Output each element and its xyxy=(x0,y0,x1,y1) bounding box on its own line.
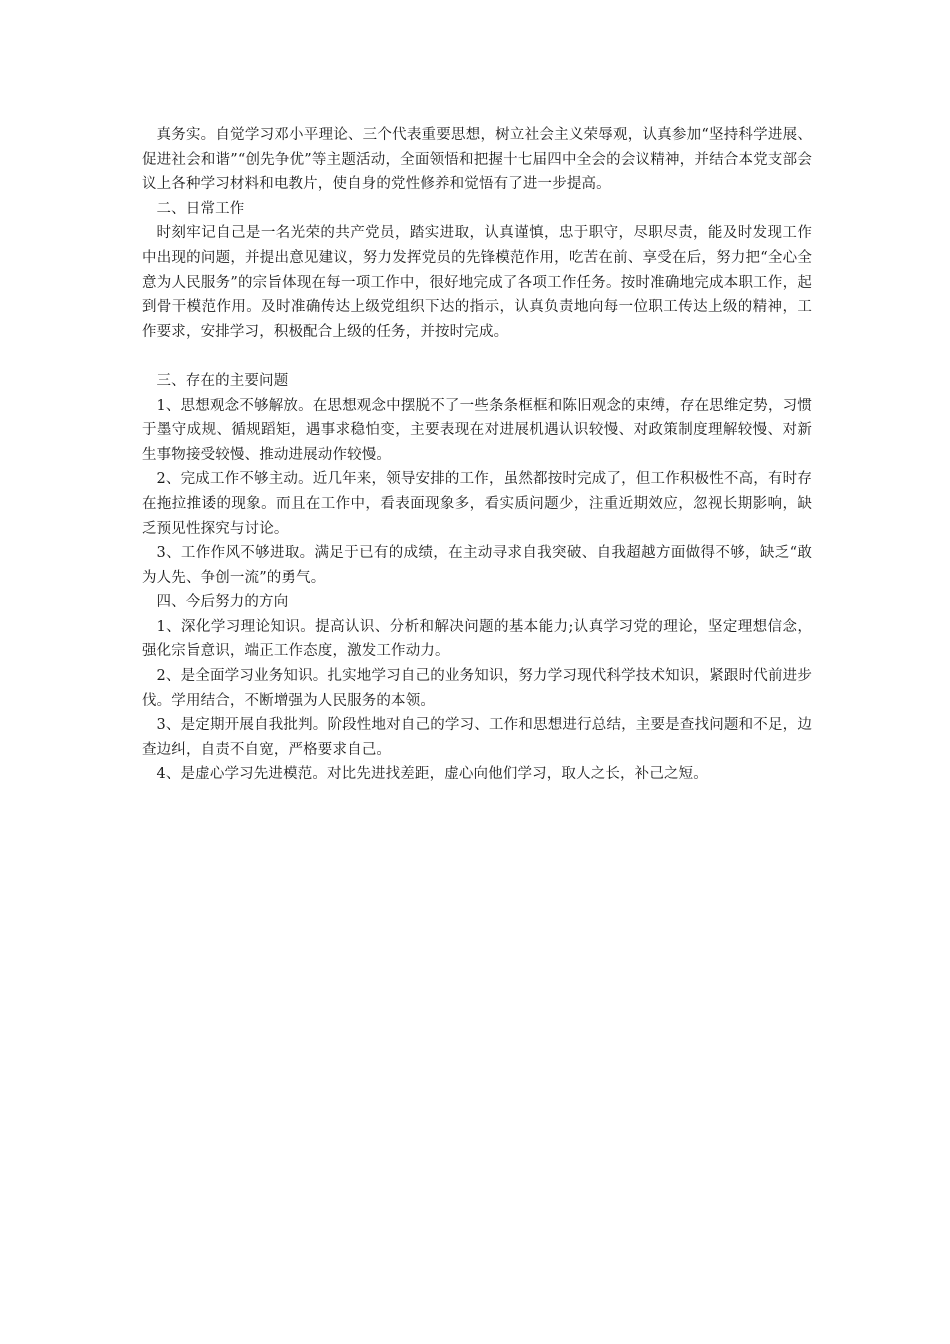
section-heading-main-problems: 三、存在的主要问题 xyxy=(156,372,289,389)
direction-item: 3、是定期开展自我批判。阶段性地对自己的学习、工作和思想进行总结，主要是查找问题和不足，边查边纠，自责不自宽，严格要求自己。 xyxy=(142,717,812,758)
direction-item: 1、深化学习理论知识。提高认识、分析和解决问题的基本能力;认真学习党的理论，坚定理想信念，强化宗旨意识，端正工作态度，激发工作动力。 xyxy=(142,618,812,660)
problem-item: 2、完成工作不够主动。近几年来，领导安排的工作，虽然都按时完成了，但工作积极性不高，有时存在拖拉推诿的现象。而且在工作中，看表面现象多，看实质问题少，注重近期效应，忽视长期影响，缺乏预见性探究与讨论。 xyxy=(142,471,812,537)
problem-item: 3、工作作风不够进取。满足于已有的成绩，在主动寻求自我突破、自我超越方面做得不够，缺乏“敢为人先、争创一流”的勇气。 xyxy=(142,545,812,586)
section-heading-future-direction: 四、今后努力的方向 xyxy=(156,594,289,611)
daily-work-paragraph: 时刻牢记自己是一名光荣的共产党员，踏实进取，认真谨慎，忠于职守，尽职尽责，能及时发现工作中出现的问题，并提出意见建议，努力发挥党员的先锋模范作用，吃苦在前、享受在后，努力把“全心全意为人民服务”的宗旨体现在每一项工作中，很好地完成了各项工作任务。按时准确地完成本职工作，起到骨干模范作用。及时准确传达上级党组织下达的指示，认真负责地向每一位职工传达上级的精神，工作要求，安排学习，积极配合上级的任务，并按时完成。 xyxy=(142,225,812,340)
section-heading-daily-work: 二、日常工作 xyxy=(156,200,245,217)
document-body xyxy=(142,123,812,787)
problem-item: 1、思想观念不够解放。在思想观念中摆脱不了一些条条框框和陈旧观念的束缚，存在思维定势，习惯于墨守成规、循规蹈矩，遇事求稳怕变，主要表现在对进展机遇认识较慢、对政策制度理解较慢、对新生事物接受较慢、推动进展动作较慢。 xyxy=(142,397,812,463)
blank-line xyxy=(142,344,812,369)
direction-item: 2、是全面学习业务知识。扎实地学习自己的业务知识，努力学习现代科学技术知识，紧跟时代前进步伐。学用结合，不断增强为人民服务的本领。 xyxy=(142,668,812,709)
intro-paragraph: 真务实。自觉学习邓小平理论、三个代表重要思想，树立社会主义荣辱观，认真参加“坚持科学进展、促进社会和谐”“创先争优”等主题活动，全面领悟和把握十七届四中全会的会议精神，并结合本党支部会议上各种学习材料和电教片，使自身的党性修养和觉悟有了进一步提高。 xyxy=(142,127,812,193)
direction-item: 4、是虚心学习先进模范。对比先进找差距，虚心向他们学习，取人之长，补己之短。 xyxy=(156,766,708,783)
